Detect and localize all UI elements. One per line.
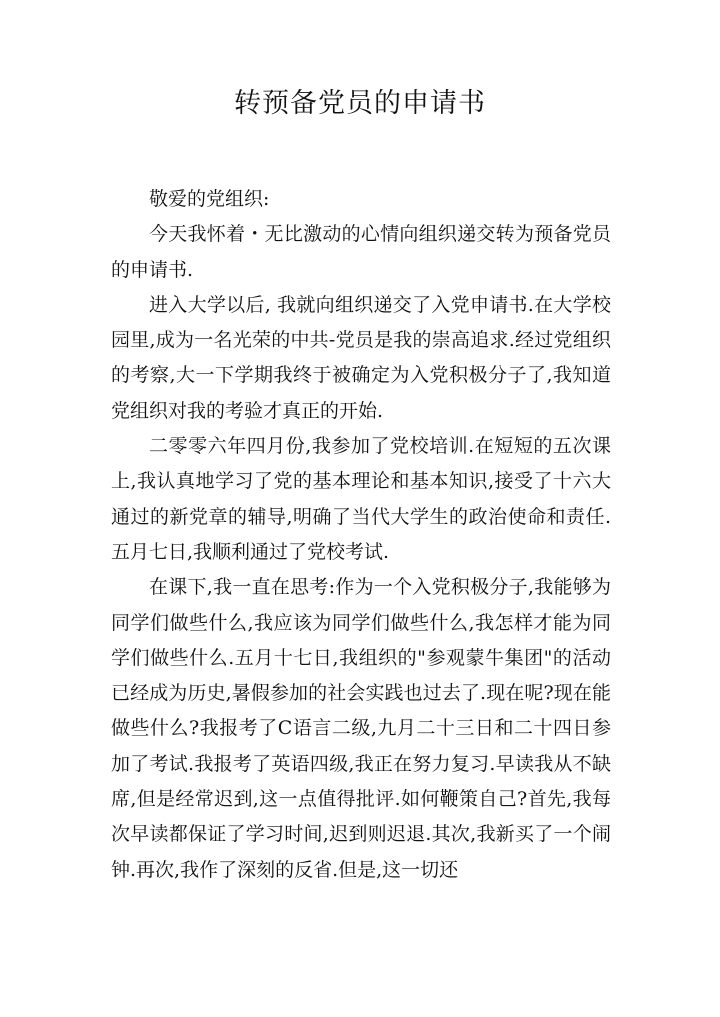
- paragraph: 今天我怀着・无比激动的心情向组织递交转为预备党员的申请书.: [111, 223, 611, 281]
- paragraph: 二零零六年四月份,我参加了党校培训.在短短的五次课上,我认真地学习了党的基本理论和基本知识,接受了十六大通过的新党章的辅导,明确了当代大学生的政治使命和责任.五月七日,我顺利通过了党校考试.: [111, 435, 611, 563]
- paragraph: 进入大学以后, 我就向组织递交了入党申请书.在大学校园里,成为一名光荣的中共-党员是我的崇高追求.经过党组织的考察,大一下学期我终于被确定为入党积极分子了,我知道党组织对我的考验才真正的开始.: [111, 293, 611, 422]
- document-title: 转预备党员的申请书: [234, 88, 486, 119]
- document-body: [111, 182, 611, 888]
- salutation: 敬爱的党组织:: [149, 188, 270, 210]
- paragraph: 在课下,我一直在思考:作为一个入党积极分子,我能够为同学们做些什么,我应该为同学们做些什么,我怎样才能为同学们做些什么.五月十七日,我组织的"参观蒙牛集团"的活动已经成为历史,暑假参加的社会实践也过去了.现在呢?现在能做些什么?我报考了C语言二级,九月二十三日和二十四日参加了考试.我报考了英语四级,我正在努力复习.早读我从不缺席,但是经常迟到,这一点值得批评.如何鞭策自己?首先,我每次早读都保证了学习时间,迟到则迟退.其次,我新买了一个闹钟.再次,我作了深刻的反省.但是,这一切还: [111, 576, 611, 881]
